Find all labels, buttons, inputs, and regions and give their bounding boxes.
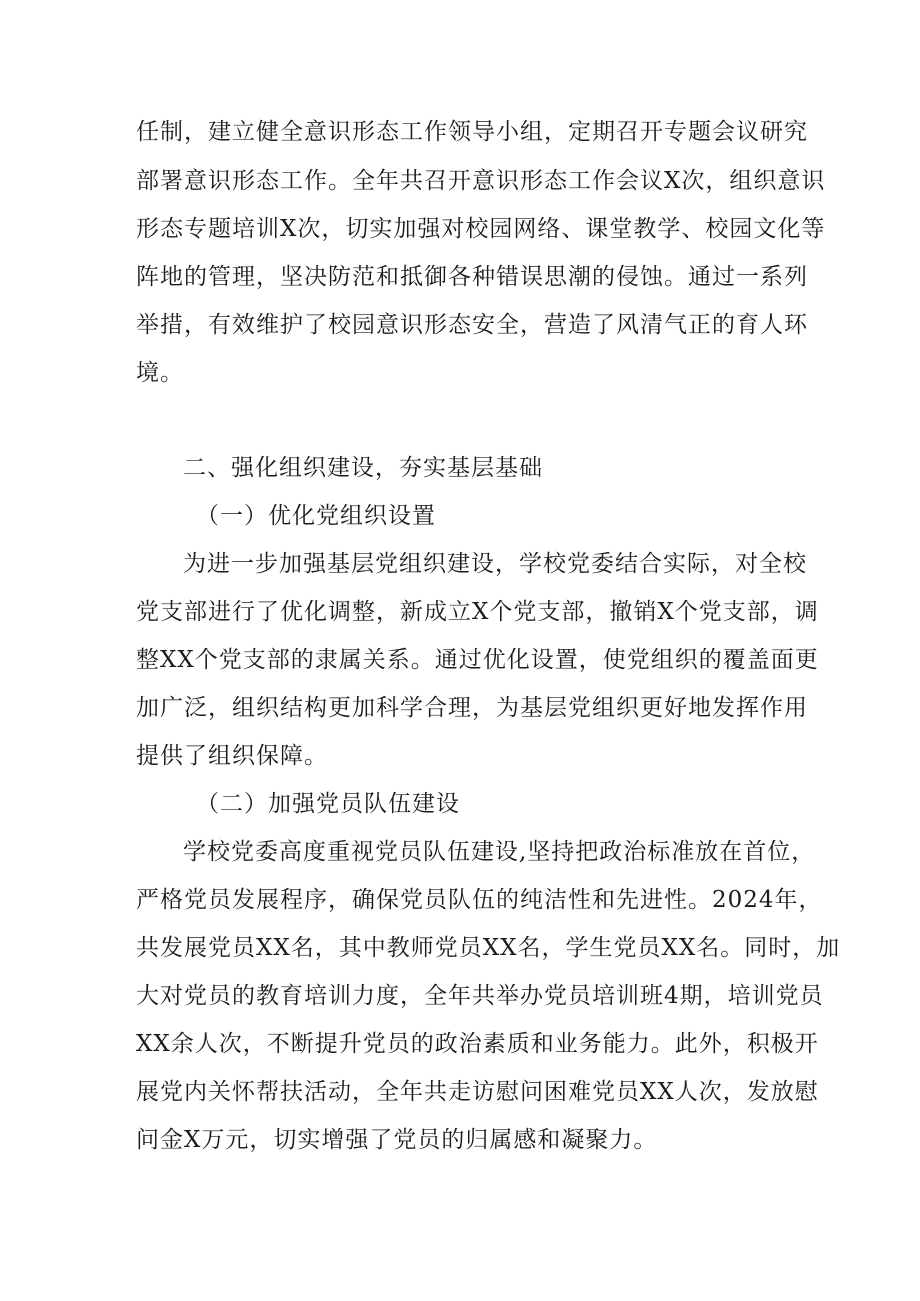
subsection-2-line-7: 问金X万元，切实增强了党员的归属感和凝聚力。 [136,1127,658,1153]
subsection-1-line-1: 为进一步加强基层党组织建设，学校党委结合实际，对全校 [183,551,807,577]
subsection-2-line-5: XX余人次，不断提升党员的政治素质和业务能力。此外，积极开 [136,1031,819,1057]
section-2-title: 二、强化组织建设，夯实基层基础 [183,455,543,481]
subsection-2-line-1: 学校党委高度重视党员队伍建设,坚持把政治标准放在首位， [183,839,816,865]
subsection-1-line-4: 加广泛，组织结构更加科学合理，为基层党组织更好地发挥作用 [136,695,808,721]
subsection-2-line-3: 共发展党员XX名，其中教师党员XX名，学生党员XX名。同时，加 [136,935,841,961]
paragraph-1-line-5: 举措，有效维护了校园意识形态安全，营造了风清气正的育人环 [136,312,808,338]
paragraph-1-line-6: 境。 [136,360,184,386]
subsection-1-title: （一）优化党组织设置 [196,503,436,529]
subsection-1-line-2: 党支部进行了优化调整，新成立X个党支部，撤销X个党支部，调 [136,599,819,625]
subsection-1-line-3: 整XX个党支部的隶属关系。通过优化设置，使党组织的覆盖面更 [136,647,819,673]
subsection-2-line-4: 大对党员的教育培训力度，全年共举办党员培训班4期，培训党员 [136,983,824,1009]
subsection-1-line-5: 提供了组织保障。 [136,743,328,769]
paragraph-1-line-2: 部署意识形态工作。全年共召开意识形态工作会议X次，组织意识 [136,168,826,194]
paragraph-1-line-4: 阵地的管理，坚决防范和抵御各种错误思潮的侵蚀。通过一系列 [136,264,808,290]
paragraph-1-line-1: 任制，建立健全意识形态工作领导小组，定期召开专题会议研究 [136,119,808,145]
subsection-2-line-6: 展党内关怀帮扶活动，全年共走访慰问困难党员XX人次，发放慰 [136,1079,819,1105]
subsection-2-line-2: 严格党员发展程序，确保党员队伍的纯洁性和先进性。2024年， [136,887,823,913]
paragraph-1-line-3: 形态专题培训X次，切实加强对校园网络、课堂教学、校园文化等 [136,216,826,242]
subsection-2-title: （二）加强党员队伍建设 [196,791,460,817]
